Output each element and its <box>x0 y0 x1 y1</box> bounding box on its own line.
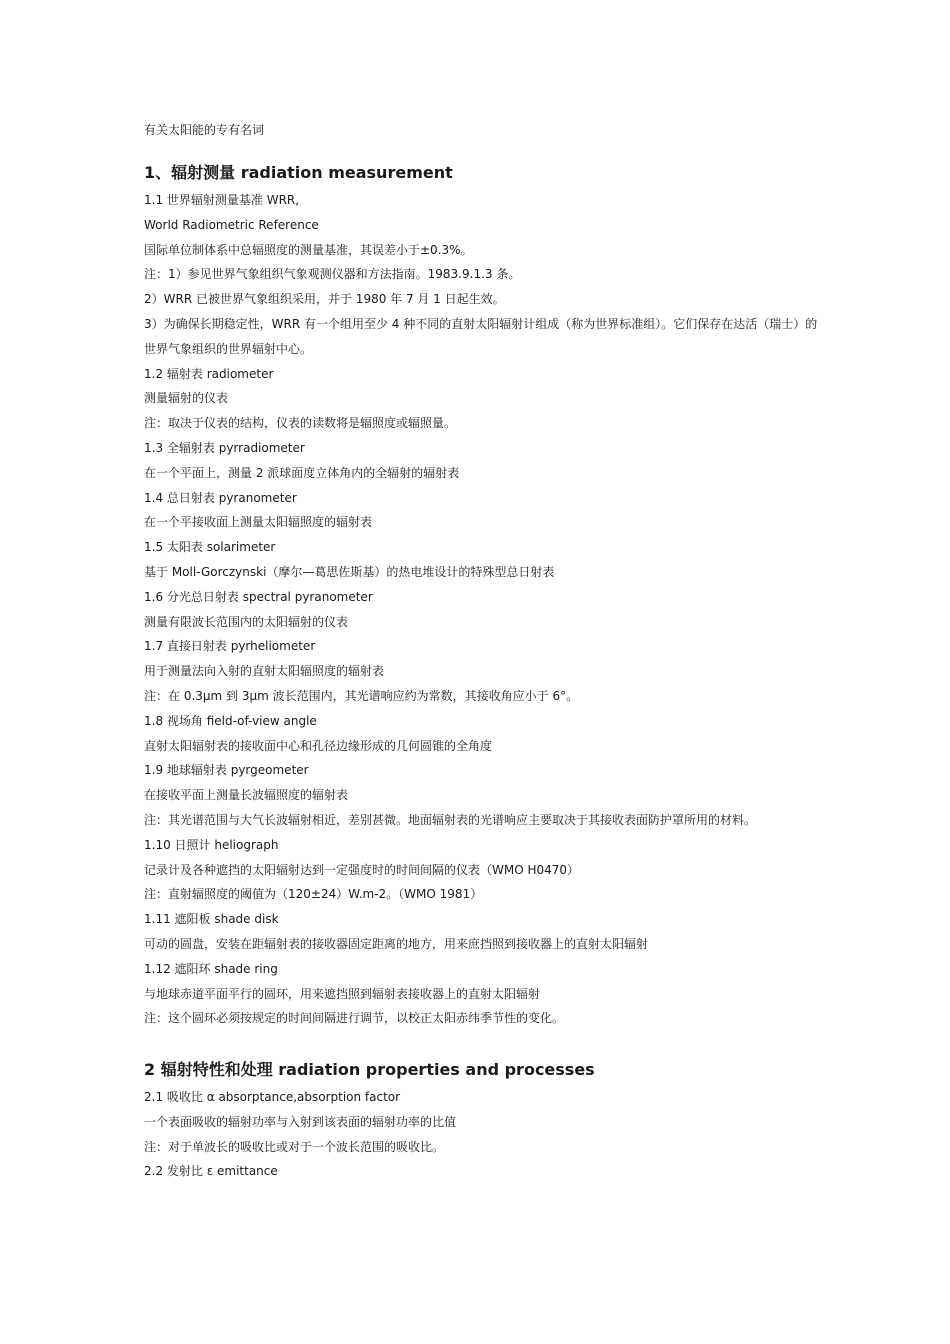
term-note: 注：直射辐照度的阈值为（120±24）W.m-2。（WMO 1981） <box>144 887 483 902</box>
term-heading: 1.2 辐射表 radiometer <box>144 366 274 381</box>
term-heading: 1.3 全辐射表 pyrradiometer <box>144 440 305 455</box>
term-definition: 国际单位制体系中总辐照度的测量基准，其误差小于±0.3%。 <box>144 242 473 257</box>
term-heading: 1.8 视场角 field-of-view angle <box>144 713 317 728</box>
document-title: 有关太阳能的专有名词 <box>144 123 265 137</box>
term-definition: 用于测量法向入射的直射太阳辐照度的辐射表 <box>144 664 385 679</box>
term-heading: 1.6 分光总日射表 spectral pyranometer <box>144 589 373 604</box>
term-heading: 2.2 发射比 ε emittance <box>144 1164 278 1179</box>
term-note: 3）为确保长期稳定性，WRR 有一个组用至少 4 种不同的直射太阳辐射计组成（称为世界标准组）。它们保存在达活（瑞士）的世界气象组织的世界辐射中心。 <box>144 316 818 356</box>
section-heading: 1、辐射测量 radiation measurement <box>144 163 453 182</box>
term-note: 注：在 0.3μm 到 3μm 波长范围内，其光谱响应约为常数，其接收角应小于 6°。 <box>144 688 579 703</box>
term-heading: 2.1 吸收比 α absorptance,absorption factor <box>144 1090 401 1105</box>
term-definition: 与地球赤道平面平行的圆环，用来遮挡照到辐射表接收器上的直射太阳辐射 <box>144 986 541 1001</box>
section-radiation-properties <box>144 1059 824 1184</box>
term-definition: 可动的圆盘，安装在距辐射表的接收器固定距离的地方，用来庶挡照到接收器上的直射太阳辐射 <box>144 936 649 951</box>
term-definition: 在一个平接收面上测量太阳辐照度的辐射表 <box>144 515 373 530</box>
section-radiation-measurement <box>144 162 824 1031</box>
term-heading: 1.4 总日射表 pyranometer <box>144 490 297 505</box>
term-note: 注：这个圆环必须按规定的时间间隔进行调节，以校正太阳赤纬季节性的变化。 <box>144 1011 565 1026</box>
term-heading: 1.11 遮阳板 shade disk <box>144 912 279 927</box>
term-definition: 直射太阳辐射表的接收面中心和孔径边缘形成的几何圆锥的全角度 <box>144 738 493 753</box>
term-definition: 在接收平面上测量长波辐照度的辐射表 <box>144 788 349 803</box>
term-definition: 测量有限波长范围内的太阳辐射的仪表 <box>144 614 349 629</box>
document-body <box>144 120 824 1184</box>
term-heading: 1.10 日照计 heliograph <box>144 837 279 852</box>
term-heading: 1.9 地球辐射表 pyrgeometer <box>144 763 309 778</box>
term-definition: 基于 Moll-Gorczynski（摩尔—葛思佐斯基）的热电堆设计的特殊型总日射表 <box>144 564 555 579</box>
term-heading: 1.1 世界辐射测量基准 WRR, <box>144 193 300 207</box>
term-definition: 在一个平面上，测量 2 派球面度立体角内的全辐射的辐射表 <box>144 465 460 480</box>
term-definition: 记录计及各种遮挡的太阳辐射达到一定强度时的时间间隔的仪表（WMO H0470） <box>144 862 580 877</box>
section-heading: 2 辐射特性和处理 radiation properties and processes <box>144 1060 595 1080</box>
term-heading: 1.7 直接日射表 pyrheliometer <box>144 639 316 654</box>
term-note: 注：其光谱范围与大气长波辐射相近，差别甚微。地面辐射表的光谱响应主要取决于其接收表面防护罩所用的材料。 <box>144 812 757 827</box>
term-note: 2）WRR 已被世界气象组织采用，并于 1980 年 7 月 1 日起生效。 <box>144 292 505 307</box>
term-heading: 1.5 太阳表 solarimeter <box>144 540 276 555</box>
term-note: 注：1）参见世界气象组织气象观测仪器和方法指南。1983.9.1.3 条。 <box>144 267 521 282</box>
term-note: 注：对于单波长的吸收比或对于一个波长范围的吸收比。 <box>144 1139 445 1154</box>
term-definition: 一个表面吸收的辐射功率与入射到该表面的辐射功率的比值 <box>144 1114 457 1129</box>
term-definition: 测量辐射的仪表 <box>144 391 229 406</box>
term-heading: 1.12 遮阳环 shade ring <box>144 961 278 976</box>
term-note: 注：取决于仪表的结构，仪表的读数将是辐照度或辐照量。 <box>144 416 457 431</box>
term-english-name: World Radiometric Reference <box>144 217 319 232</box>
